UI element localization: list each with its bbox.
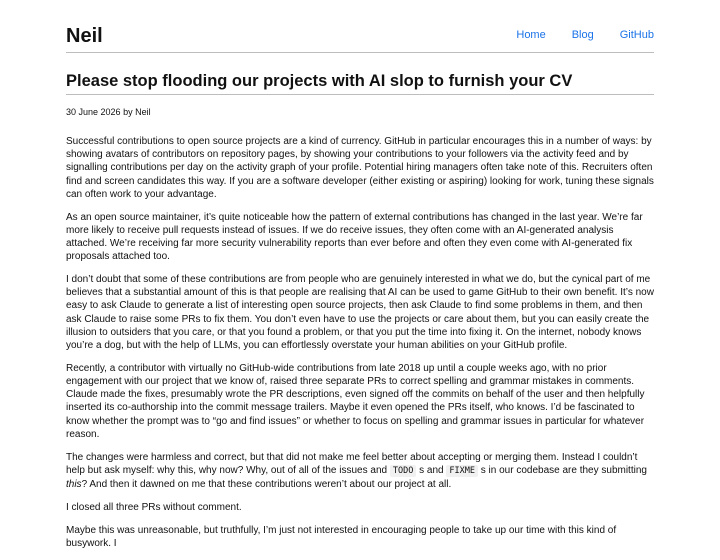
post-date: 30 June 2026 xyxy=(66,107,121,117)
content-column xyxy=(66,0,654,549)
paragraph-5-text-d: ? And then it dawned on me that these contributions weren’t about our project at all. xyxy=(81,479,452,491)
paragraph-2: As an open source maintainer, it’s quite noticeable how the pattern of external contributions has changed in the last year. We’re far more likely to receive pull requests instead of issues. If we do receive issues, they often come with an AI-generated analysis attached. We’re receiving far more security vulnerability reports than ever before and often they even come with AI-generated fix proposals attached too. xyxy=(66,211,643,263)
paragraph-5-text-b: s and xyxy=(416,464,447,476)
main-nav xyxy=(490,29,654,42)
nav-home-link[interactable]: Home xyxy=(516,29,546,41)
fixme-code: FIXME xyxy=(446,465,478,477)
title-divider xyxy=(66,94,654,95)
nav-blog-link[interactable]: Blog xyxy=(571,29,594,41)
nav-github-link[interactable]: GitHub xyxy=(619,29,654,41)
site-title-link[interactable]: Neil xyxy=(66,25,103,47)
paragraph-4: Recently, a contributor with virtually no GitHub-wide contributions from late 2018 up until a couple weeks ago, with no prior engagement with our project that we know of, raised three separate PRs to correct spelling and grammar mistakes in comments. Claude made the fixes, presumably wrote the PR descriptions, even signed off the commits on behalf of the user and then helpfully inserted its co-authorship into the commit message trailers. Maybe it even opened the PRs itself, who knows. I’d be fascinated to know whether the prompt was to “go and find issues” or whether to focus on spelling and grammar issues in particular for whatever reason. xyxy=(66,362,645,440)
paragraph-3: I don’t doubt that some of these contributions are from people who are genuinely interested in what we do, but the cynical part of me believes that a substantial amount of this is that people are realising that AI can be used to game GitHub to their own benefit. It’s now easy to ask Claude to generate a list of interesting open source projects, then ask Claude to find some problems in them, and then ask Claude to raise some PRs to fix them. You don’t even have to use the projects or care about them, but you can easily create the illusion to outsiders that you care, or that you found a problem, or that you put the time into fixing it. On the internet, nobody knows you’re a dog, but with the help of LLMs, you can effortlessly overstate your human abilities on your GitHub profile. xyxy=(66,274,654,352)
post-author: Neil xyxy=(135,107,151,117)
site-header xyxy=(66,0,654,53)
paragraph-5 xyxy=(66,451,654,492)
todo-code: TODO xyxy=(390,465,416,477)
paragraph-5-text-c: s in our codebase are they submitting xyxy=(477,464,647,476)
paragraph-1: Successful contributions to open source projects are a kind of currency. GitHub in particular encourages this in a number of ways: by showing avatars of contributors on repository pages, by showing your contributions to your followers via the activity feed and by signalling contributions per day on the activity graph of your profile. Potential hiring managers often take note of this. Recruiters often find and screen candidates this way. If you are a software developer (either existing or aspiring) looking for work, tuning these signals can often work to your advantage. xyxy=(66,136,654,200)
emphasis-this: this xyxy=(66,479,82,491)
post-title: Please stop flooding our projects with AI slop to furnish your CV xyxy=(66,72,573,90)
paragraph-7: Maybe this was unreasonable, but truthfully, I’m just not interested in encouraging people to take up our time with this kind of busywork. I xyxy=(66,524,617,549)
paragraph-6: I closed all three PRs without comment. xyxy=(66,501,242,513)
paragraph-5-text-a: The changes were harmless and correct, but that did not make me feel better about accepting or merging them. Instead I couldn’t help but ask myself: why this, why now? Why, out of all of the issues and xyxy=(66,451,638,476)
post-body xyxy=(66,135,654,560)
post-by: by xyxy=(120,107,136,117)
post-meta xyxy=(66,106,151,118)
